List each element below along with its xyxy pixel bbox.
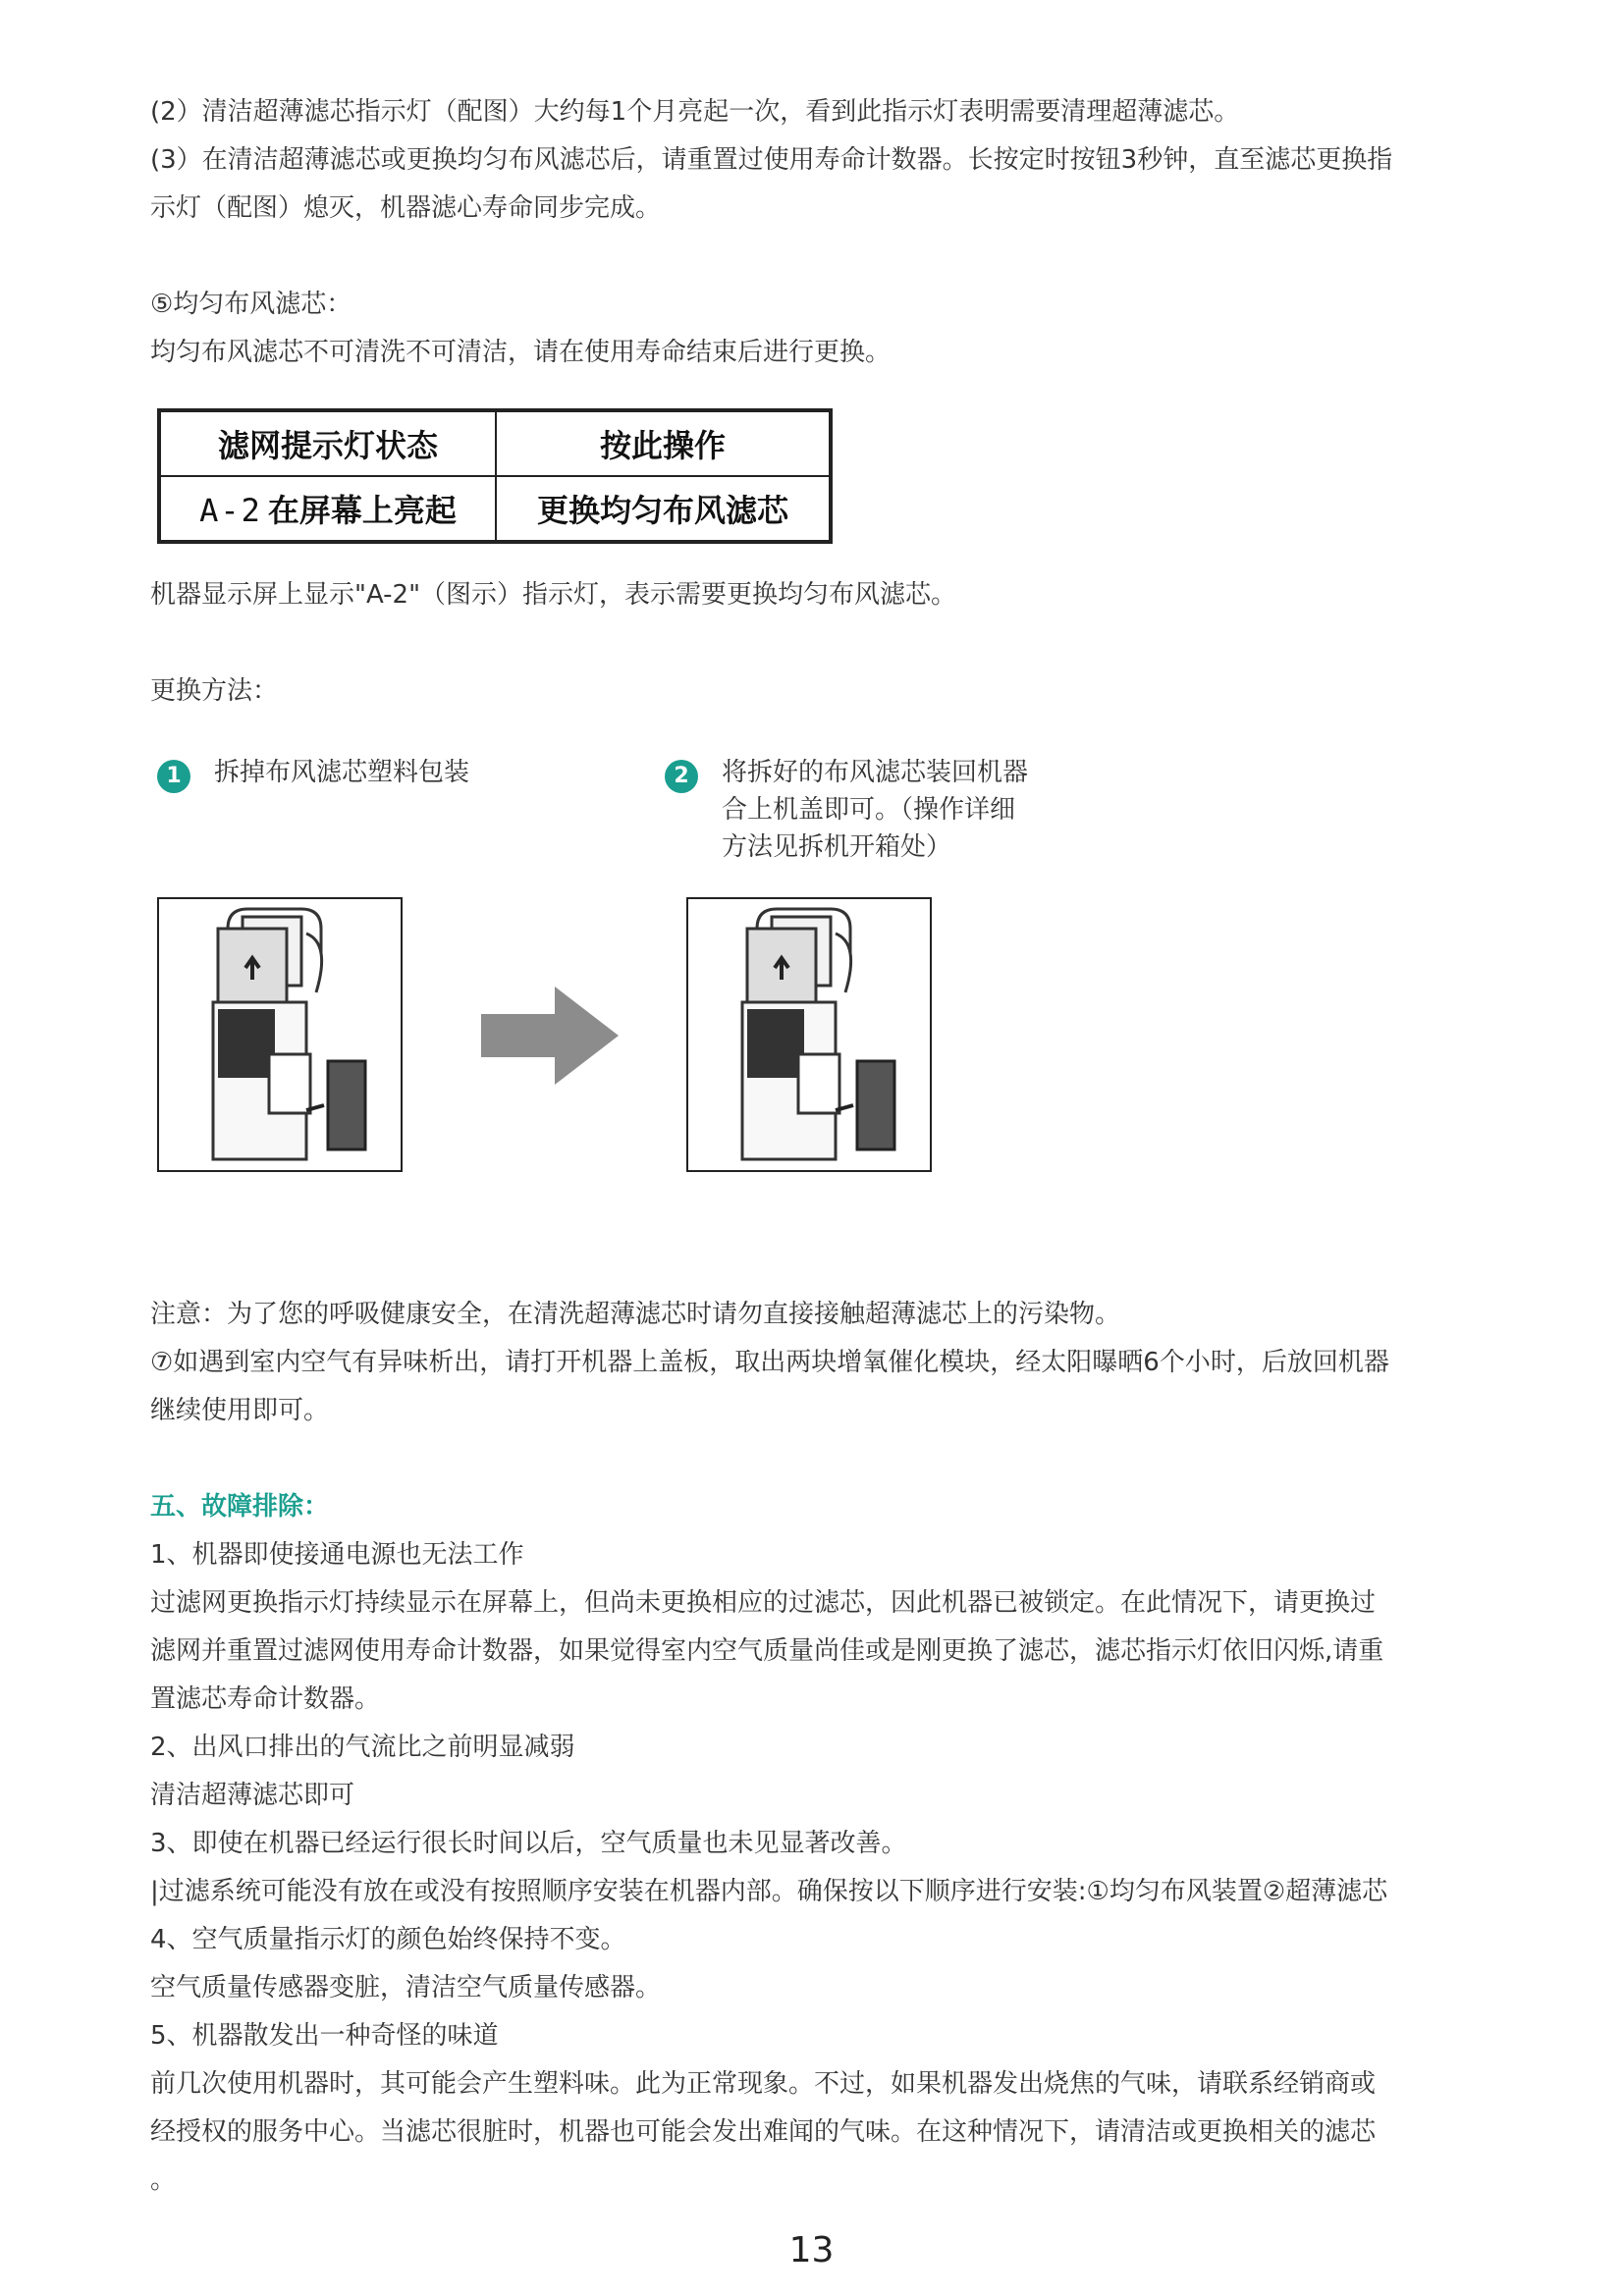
note-2: (2）清洁超薄滤芯指示灯（配图）大约每1个月亮起一次，看到此指示灯表明需要清理超薄滤芯。 [150,97,1240,127]
section5-title: ⑤均匀布风滤芯： [150,290,352,319]
filter-status-table [157,408,833,544]
troubleshooting-line: 空气质量传感器变脏，清洁空气质量传感器。 [150,1973,662,2002]
note-3-line1: (3）在清洁超薄滤芯或更换均匀布风滤芯后，请重置过使用寿命计数器。长按定时按钮3秒钟，直至滤芯更换指 [150,145,1393,175]
troubleshooting-line: 1、机器即使接通电源也无法工作 [150,1540,524,1570]
page-number: 13 [788,2230,835,2270]
troubleshooting-line: 4、空气质量指示灯的颜色始终保持不变。 [150,1925,626,1954]
step-number-icon: 2 [665,760,698,793]
right-arrow-icon [481,987,619,1085]
note-7-line2: 继续使用即可。 [150,1396,330,1425]
section5-desc: 均匀布风滤芯不可清洗不可清洁，请在使用寿命结束后进行更换。 [150,338,892,367]
table-cell-action: 更换均匀布风滤芯 [496,476,831,542]
table-header-status: 滤网提示灯状态 [159,410,496,476]
table-cell-status-text: 在屏幕上亮起 [267,492,457,529]
method-title: 更换方法： [150,676,279,706]
display-code: A-2 [199,492,262,529]
troubleshooting-line: |过滤系统可能没有放在或没有按照顺序安装在机器内部。确保按以下顺序进行安装:①均匀布风装置②超薄滤芯 [150,1877,1388,1906]
step-2 [665,754,1028,866]
troubleshooting-line: 2、出风口排出的气流比之前明显减弱 [150,1733,575,1762]
illustration-reinstall-filter [686,897,932,1172]
troubleshooting-line: 3、即使在机器已经运行很长时间以后，空气质量也未见显著改善。 [150,1829,907,1858]
note-7-line1: ⑦如遇到室内空气有异味析出，请打开机器上盖板，取出两块增氧催化模块，经太阳曝晒6个小时，后放回机器 [150,1348,1389,1377]
troubleshooting-line: 5、机器散发出一种奇怪的味道 [150,2021,499,2051]
troubleshooting-line: 清洁超薄滤芯即可 [150,1781,355,1810]
table-cell-status [159,476,496,542]
table-header-action: 按此操作 [496,410,831,476]
troubleshooting-line: 经授权的服务中心。当滤芯很脏时，机器也可能会发出难闻的气味。在这种情况下，请清洁或更换相关的滤芯 [150,2117,1377,2147]
purifier-illustration-icon [159,899,401,1170]
display-note: 机器显示屏上显示"A-2"（图示）指示灯，表示需要更换均匀布风滤芯。 [150,580,957,610]
troubleshooting-line: 过滤网更换指示灯持续显示在屏幕上，但尚未更换相应的过滤芯，因此机器已被锁定。在此情况下，请更换过 [150,1588,1377,1618]
troubleshooting-title: 五、故障排除： [150,1492,330,1522]
caution-note: 注意：为了您的呼吸健康安全，在清洗超薄滤芯时请勿直接接触超薄滤芯上的污染物。 [150,1300,1121,1329]
troubleshooting-line: 前几次使用机器时，其可能会产生塑料味。此为正常现象。不过，如果机器发出烧焦的气味，请联系经销商或 [150,2069,1377,2099]
note-3-line2: 示灯（配图）熄灭，机器滤心寿命同步完成。 [150,193,662,223]
troubleshooting-line: 置滤芯寿命计数器。 [150,1684,381,1714]
purifier-illustration-icon [688,899,930,1170]
troubleshooting-line: 滤网并重置过滤网使用寿命计数器，如果觉得室内空气质量尚佳或是刚更换了滤芯，滤芯指示灯依旧闪烁,请重 [150,1636,1384,1666]
troubleshooting-line: 。 [150,2165,177,2195]
illustration-remove-packaging [157,897,403,1172]
step-text: 将拆好的布风滤芯装回机器 合上机盖即可。（操作详细 方法见拆机开箱处） [722,758,1029,862]
step-number-icon: 1 [157,760,190,793]
step-1 [157,754,469,793]
step-text: 拆掉布风滤芯塑料包装 [214,758,470,787]
